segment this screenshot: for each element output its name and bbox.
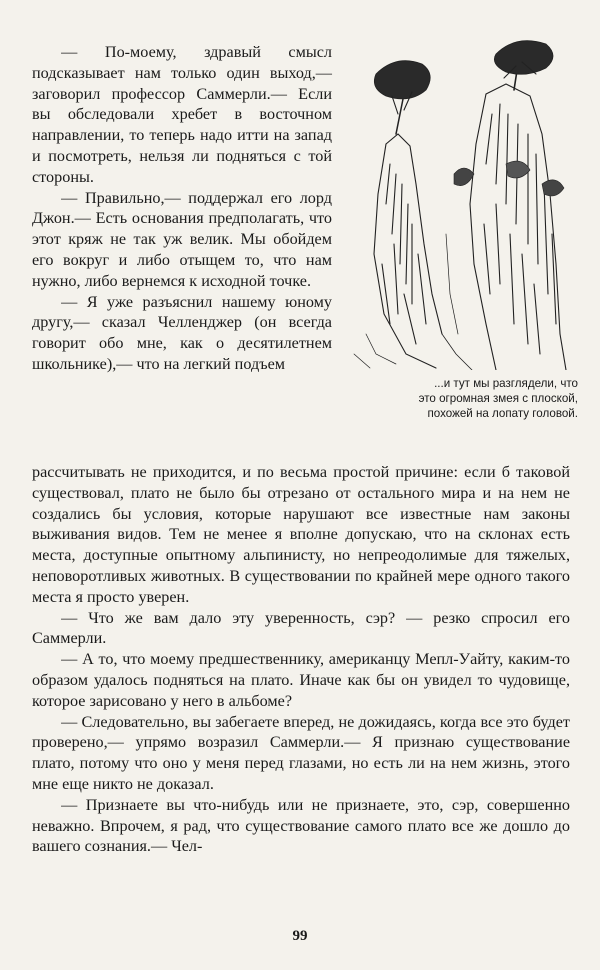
right-cliff-outline (470, 94, 496, 370)
paragraph: — Что же вам дало эту уверенность, сэр? — резко спросил его Саммерли. (32, 608, 570, 648)
paragraph: — Я уже разъяснил нашему юному другу,— сказал Челленджер (он всегда говорит обо мне, как о десятилетнем школьнике),— что на легкий подъем (32, 292, 332, 373)
page-number: 99 (292, 928, 308, 944)
full-width-text (32, 462, 570, 857)
caption-line: похожей на лопату головой. (427, 407, 578, 420)
caption-line: это огромная змея с плоской, (418, 392, 578, 405)
tree-crown (374, 61, 430, 99)
paragraph: — Признаете вы что-нибудь или не признаете, это, сэр, совершенно неважно. Впрочем, я рад, что существование самого плато все же дошло до вашего сознания.— Чел- (32, 795, 570, 856)
paragraph: рассчитывать не приходится, и по весьма простой причине: если б таковой существовал, плато не было бы отрезано от остального мира и на нем не создались бы условия, которые нарушают все известные нам законы выживания видов. Тем не менее я вполне допускаю, что на склонах есть места, доступные опытному альпинисту, но непреодолимые для тяжелых, неповоротливых животных. В существовании по крайней мере одного такого места я просто уверен. (32, 463, 570, 606)
paragraph: — По-моему, здравый смысл подсказывает нам только один выход,— заговорил профессор Саммерли.— Если вы обследовали хребет в восточном направлении, то теперь надо итти на запад и посмотреть, нельзя ли подняться с той стороны. (32, 43, 332, 186)
cliff-illustration (346, 34, 572, 370)
tree-crown (494, 41, 553, 75)
paragraph: — Правильно,— поддержал его лорд Джон.— Есть основания предполагать, что этот кряж не так уж велик. Мы обойдем его вокруг и либо отыщем то, что нам нужно, либо вернемся к исходной точке. (32, 188, 332, 290)
paragraph: — А то, что моему предшественнику, американцу Мепл-Уайту, каким-то образом удалось подняться на плато. Иначе как бы он увидел то чудовище, которое зарисовано у него в альбоме? (32, 650, 570, 710)
illustration-caption (346, 376, 578, 421)
caption-line: ...и тут мы разглядели, что (434, 377, 578, 390)
left-pillar-outline (374, 144, 436, 368)
paragraph: — Следовательно, вы забегаете вперед, не дожидаясь, когда все это будет проверено,— упрямо возразил Саммерли.— Я признаю существование плато, потому что оно у меня перед глазами, но есть ли на нем жизнь, этого мне еще никто не доказал. (32, 712, 570, 793)
column-text (32, 42, 332, 375)
